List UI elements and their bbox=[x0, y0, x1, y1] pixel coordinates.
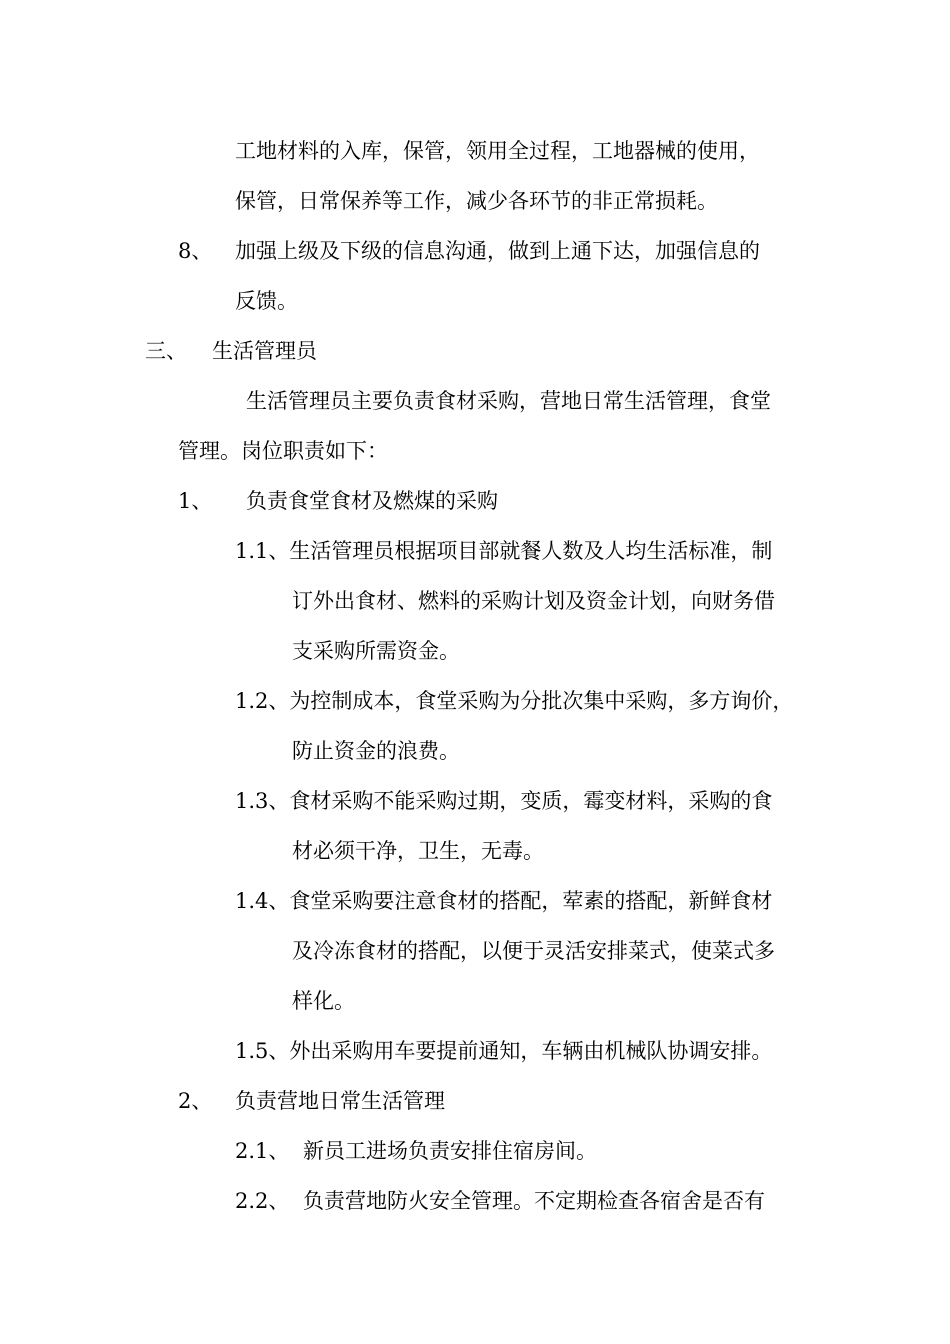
section-number: 三、 bbox=[145, 339, 187, 363]
list-heading: 负责营地日常生活管理 bbox=[235, 1089, 445, 1113]
text-line: 1.5、外出采购用车要提前通知，车辆由机械队协调安排。 bbox=[235, 1039, 773, 1063]
text-line: 新员工进场负责安排住宿房间。 bbox=[303, 1139, 597, 1163]
text-line: 支采购所需资金。 bbox=[292, 639, 460, 663]
list-number: 8、 bbox=[178, 239, 213, 263]
section-heading: 生活管理员 bbox=[212, 339, 317, 363]
text-line: 1.3、食材采购不能采购过期，变质，霉变材料，采购的食 bbox=[235, 789, 773, 813]
text-line: 1.1、生活管理员根据项目部就餐人数及人均生活标准，制 bbox=[235, 539, 773, 563]
text-line: 1.4、食堂采购要注意食材的搭配，荤素的搭配，新鲜食材 bbox=[235, 889, 773, 913]
text-line: 管理。岗位职责如下： bbox=[178, 439, 388, 463]
text-line: 保管，日常保养等工作，减少各环节的非正常损耗。 bbox=[235, 189, 718, 213]
text-line: 及冷冻食材的搭配，以便于灵活安排菜式，使菜式多 bbox=[292, 939, 775, 963]
text-line: 防止资金的浪费。 bbox=[292, 739, 460, 763]
text-line: 反馈。 bbox=[235, 289, 298, 313]
text-line: 1.2、为控制成本，食堂采购为分批次集中采购，多方询价， bbox=[235, 689, 794, 713]
list-number: 1、 bbox=[178, 489, 213, 513]
sub-number: 2.1、 bbox=[235, 1139, 290, 1163]
text-line: 生活管理员主要负责食材采购，营地日常生活管理，食堂 bbox=[246, 389, 771, 413]
sub-number: 2.2、 bbox=[235, 1189, 290, 1213]
list-heading: 负责食堂食材及燃煤的采购 bbox=[246, 489, 498, 513]
text-line: 订外出食材、燃料的采购计划及资金计划，向财务借 bbox=[292, 589, 775, 613]
text-line: 样化。 bbox=[292, 989, 355, 1013]
list-number: 2、 bbox=[178, 1089, 213, 1113]
text-line: 负责营地防火安全管理。不定期检查各宿舍是否有 bbox=[303, 1189, 765, 1213]
text-line: 材必须干净，卫生，无毒。 bbox=[292, 839, 544, 863]
text-line: 工地材料的入库，保管，领用全过程，工地器械的使用， bbox=[235, 139, 760, 163]
text-line: 加强上级及下级的信息沟通，做到上通下达，加强信息的 bbox=[235, 239, 760, 263]
